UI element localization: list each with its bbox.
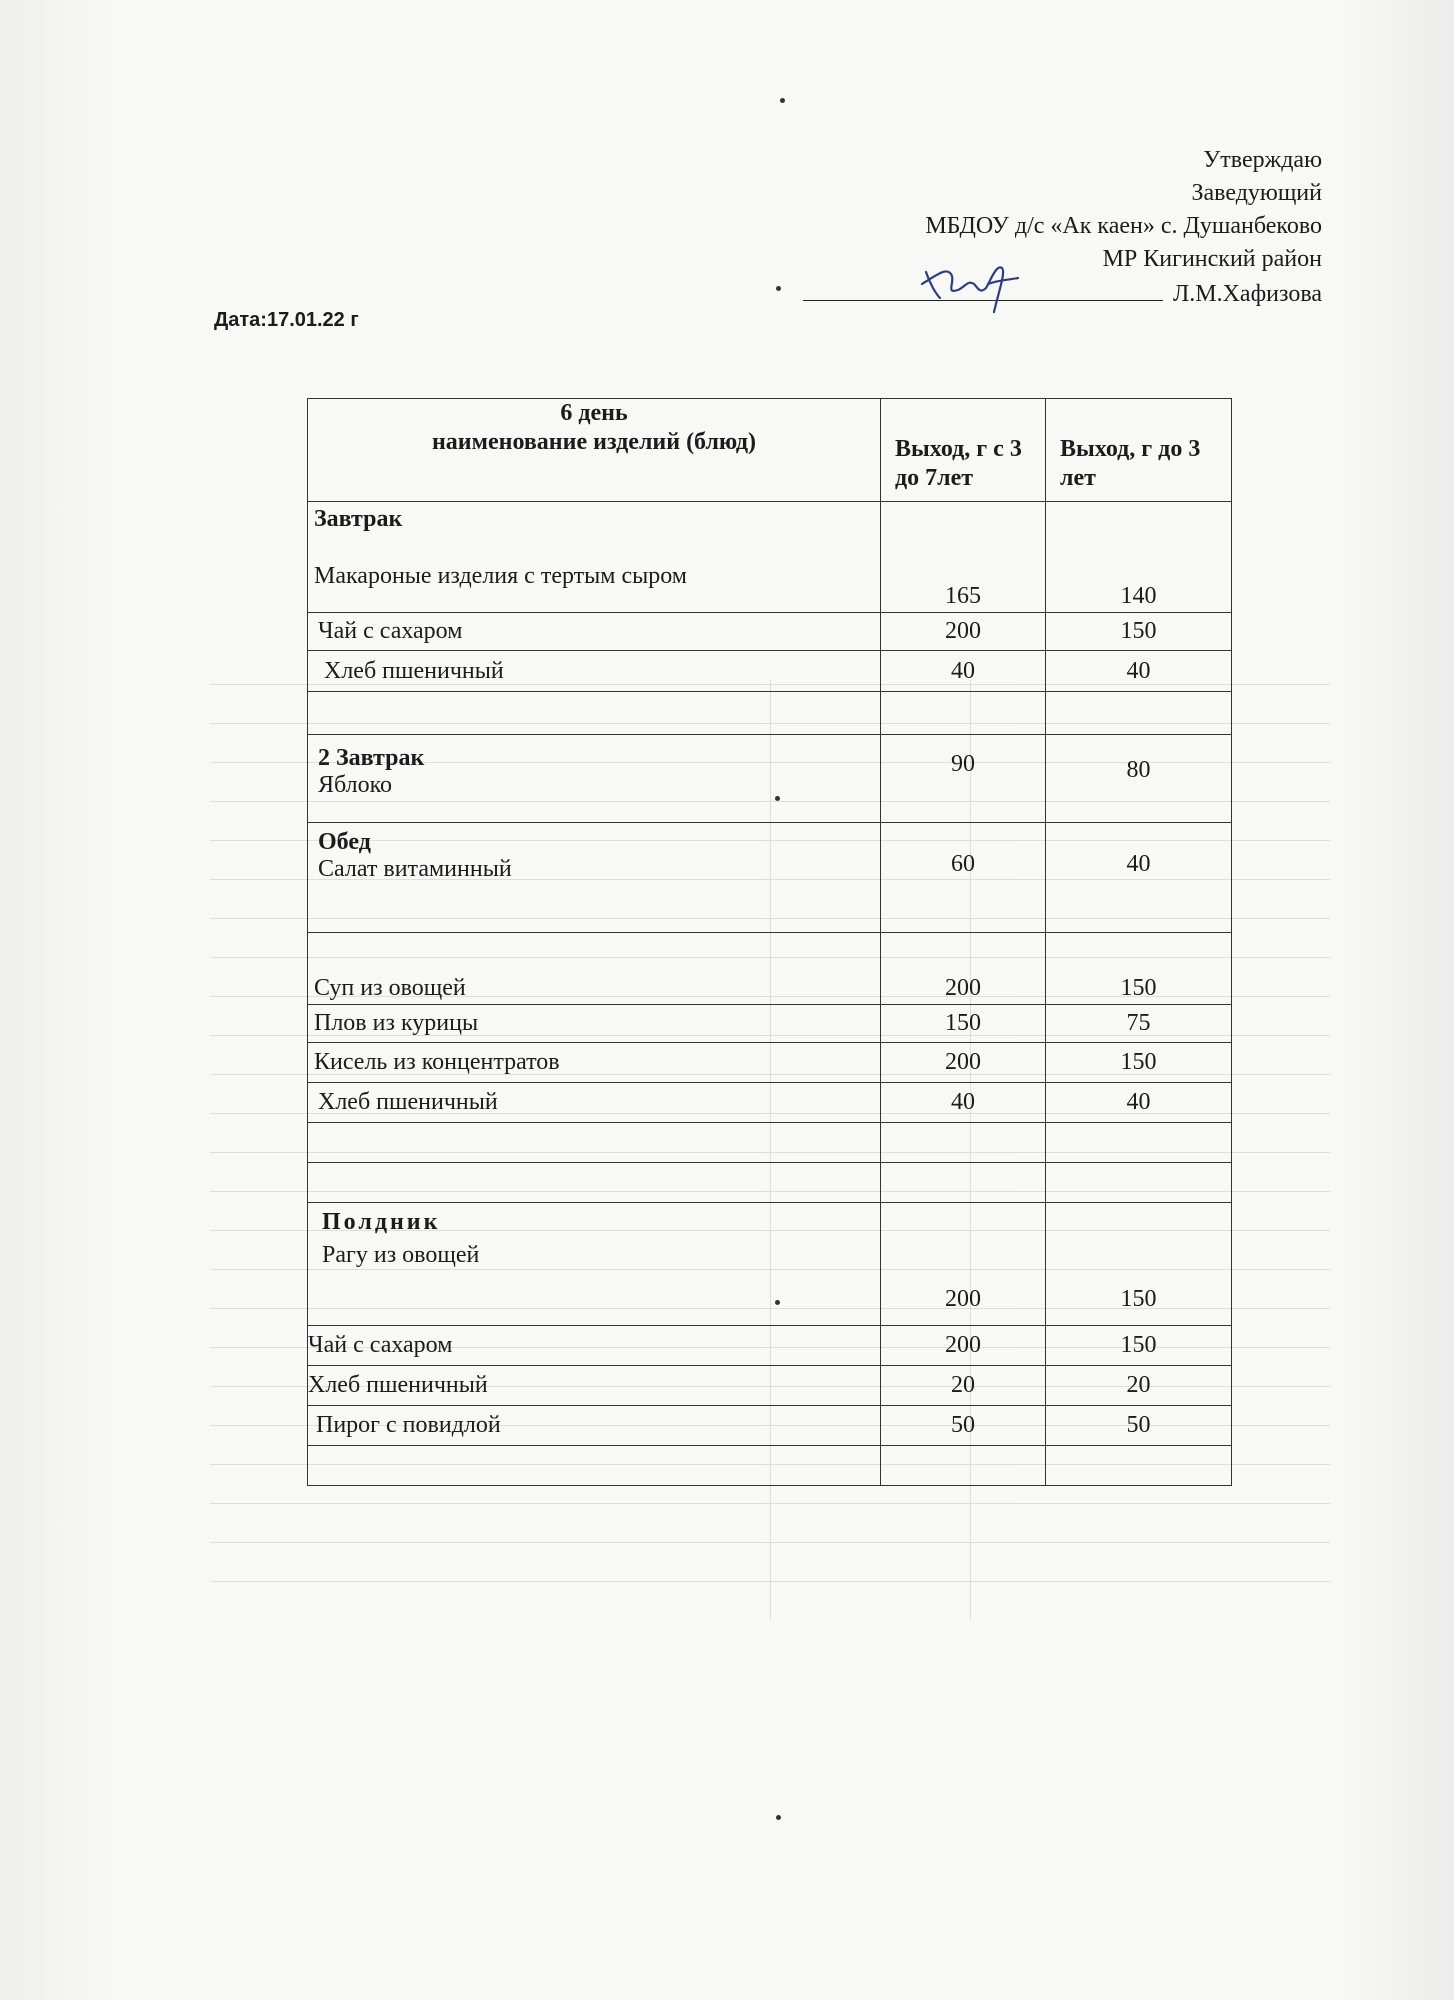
dish-name: Пирог с повидлой bbox=[308, 1406, 881, 1446]
dish-name: Яблоко bbox=[318, 772, 393, 798]
meal-title-lunch: Обед bbox=[318, 829, 371, 855]
table-row bbox=[308, 1366, 1232, 1406]
value-under-3: 150 bbox=[1046, 933, 1232, 1005]
value-under-3: 150 bbox=[1046, 1043, 1232, 1083]
table-row bbox=[308, 651, 1232, 692]
dish-name: Хлеб пшеничный bbox=[308, 651, 881, 692]
scan-speck bbox=[775, 796, 780, 801]
table-row bbox=[308, 823, 1232, 933]
value-3-7: 40 bbox=[881, 1083, 1046, 1123]
table-row bbox=[308, 1083, 1232, 1123]
day-title: 6 день bbox=[560, 400, 628, 426]
approval-line-approve: Утверждаю bbox=[1203, 147, 1322, 173]
dish-name: Макароные изделия с тертым сыром bbox=[314, 563, 687, 589]
table-row bbox=[308, 613, 1232, 651]
header-name-cell bbox=[308, 399, 881, 502]
table-row bbox=[308, 735, 1232, 823]
value-3-7: 50 bbox=[881, 1406, 1046, 1446]
table-row bbox=[308, 502, 1232, 613]
value-3-7: 90 bbox=[881, 735, 1046, 823]
menu-table bbox=[307, 398, 1232, 1486]
dish-name: Чай с сахаром bbox=[308, 613, 881, 651]
value-under-3: 150 bbox=[1046, 1203, 1232, 1326]
table-row bbox=[308, 1043, 1232, 1083]
column-name-header: наименование изделий (блюд) bbox=[431, 429, 757, 455]
value-under-3: 20 bbox=[1046, 1366, 1232, 1406]
column-under-3-header: Выход, г до 3 лет bbox=[1046, 399, 1232, 502]
value-under-3: 75 bbox=[1046, 1005, 1232, 1043]
dish-name: Плов из курицы bbox=[308, 1005, 881, 1043]
approval-line-institution: МБДОУ д/с «Ак каен» с. Душанбеково bbox=[925, 213, 1322, 239]
meal-title-snack: Полдник bbox=[322, 1209, 441, 1235]
approval-block bbox=[803, 144, 1322, 311]
value-3-7: 40 bbox=[881, 651, 1046, 692]
value-3-7: 20 bbox=[881, 1366, 1046, 1406]
column-3-7-header: Выход, г с 3 до 7лет bbox=[881, 399, 1046, 502]
value-under-3: 40 bbox=[1046, 1083, 1232, 1123]
value-3-7: 200 bbox=[881, 933, 1046, 1005]
table-row bbox=[308, 1005, 1232, 1043]
value-under-3: 140 bbox=[1046, 502, 1232, 613]
dish-name: Салат витаминный bbox=[318, 856, 512, 882]
empty-row bbox=[308, 1446, 1232, 1486]
value-under-3: 150 bbox=[1046, 613, 1232, 651]
meal-title-second-breakfast: 2 Завтрак bbox=[318, 745, 425, 771]
empty-row bbox=[308, 692, 1232, 735]
table-header-row bbox=[308, 399, 1232, 502]
value-3-7: 200 bbox=[881, 1203, 1046, 1326]
meal-title-breakfast: Завтрак bbox=[314, 506, 403, 532]
dish-name: Чай с сахаром bbox=[308, 1326, 881, 1366]
value-under-3: 40 bbox=[1046, 651, 1232, 692]
dish-name: Хлеб пшеничный bbox=[308, 1083, 881, 1123]
table-row bbox=[308, 1326, 1232, 1366]
date-label: Дата:17.01.22 г bbox=[214, 309, 359, 331]
scan-speck bbox=[775, 1300, 780, 1305]
table-row bbox=[308, 1203, 1232, 1326]
value-under-3: 150 bbox=[1046, 1326, 1232, 1366]
dish-name: Хлеб пшеничный bbox=[308, 1366, 881, 1406]
signature-row bbox=[803, 276, 1322, 311]
scan-speck bbox=[776, 286, 781, 291]
scan-speck bbox=[776, 1815, 781, 1820]
empty-row bbox=[308, 1163, 1232, 1203]
value-3-7: 200 bbox=[881, 1326, 1046, 1366]
table-row bbox=[308, 933, 1232, 1005]
scan-speck bbox=[780, 98, 785, 103]
value-3-7: 165 bbox=[881, 502, 1046, 613]
value-under-3: 80 bbox=[1046, 735, 1232, 823]
value-3-7: 200 bbox=[881, 1043, 1046, 1083]
approval-line-position: Заведующий bbox=[1191, 180, 1322, 206]
value-3-7: 150 bbox=[881, 1005, 1046, 1043]
handwritten-signature bbox=[918, 254, 1028, 314]
signer-name: Л.М.Хафизова bbox=[1172, 281, 1322, 307]
approval-line-district: МР Кигинский район bbox=[1102, 246, 1322, 272]
table-row bbox=[308, 1406, 1232, 1446]
signature-line bbox=[803, 276, 1163, 301]
dish-name: Рагу из овощей bbox=[322, 1242, 480, 1268]
value-3-7: 200 bbox=[881, 613, 1046, 651]
dish-name: Суп из овощей bbox=[308, 933, 881, 1005]
dish-name: Кисель из концентратов bbox=[308, 1043, 881, 1083]
empty-row bbox=[308, 1123, 1232, 1163]
value-3-7: 60 bbox=[881, 823, 1046, 933]
value-under-3: 50 bbox=[1046, 1406, 1232, 1446]
value-under-3: 40 bbox=[1046, 823, 1232, 933]
